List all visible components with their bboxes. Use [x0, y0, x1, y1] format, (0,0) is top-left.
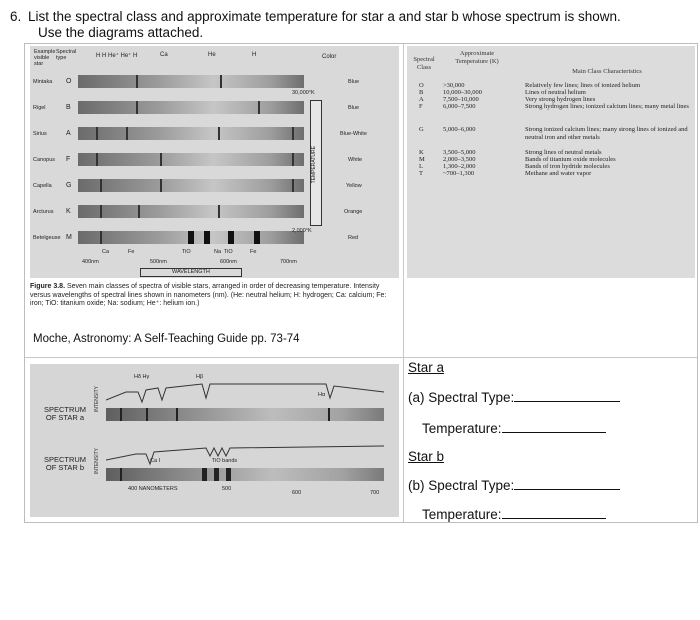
char-cell: Bands of titanium oxide molecules [525, 156, 616, 163]
temp-cell: ~700–1,300 [443, 170, 475, 177]
class-cell: T [419, 170, 423, 177]
star-b-temp-row [422, 506, 606, 522]
fig-spectrum-band [78, 127, 304, 140]
star-a-type-row [408, 389, 620, 405]
fig-label-tio-2: TiO [224, 249, 233, 255]
intensity-axis-a: INTENSITY [94, 386, 100, 413]
star-b-intensity-curve [106, 440, 384, 466]
frame-vertical-divider [403, 44, 404, 522]
star-b-spectrum-strip [106, 468, 384, 481]
temp-cell: 3,500–5,000 [443, 149, 476, 156]
fig-spectrum-band [78, 205, 304, 218]
fig-wl-700: 700nm [280, 259, 297, 265]
class-cell: L [419, 163, 423, 170]
temp-cell: 10,000–30,000 [443, 89, 482, 96]
table-header-char: Main Class Characteristics [572, 68, 642, 75]
star-b-temp-blank[interactable] [502, 506, 606, 519]
star-b-type-blank[interactable] [514, 477, 620, 490]
question-content-frame [24, 43, 698, 523]
star-a-type-label: (a) Spectral Type: [408, 390, 515, 405]
fig-star-type: K [66, 208, 71, 215]
class-cell: A [419, 96, 424, 103]
axis-600-label: 600 [292, 490, 302, 496]
class-cell: K [419, 149, 424, 156]
class-cell: B [419, 89, 424, 96]
fig-header-lines: H H He⁺ He⁺ H [96, 53, 138, 59]
frame-horizontal-divider [25, 357, 697, 358]
temp-cell: 2,000–3,500 [443, 156, 476, 163]
star-spectra-figure [30, 364, 399, 517]
fig-header-he: He [208, 52, 216, 58]
char-cell: Methane and water vapor [525, 170, 592, 177]
fig-star-type: O [66, 78, 72, 85]
star-a-temp-row [422, 420, 606, 436]
star-a-heading: Star a [408, 360, 445, 375]
star-b-ca-label: Ca I [150, 458, 161, 464]
axis-500-label: 500 [222, 486, 232, 492]
char-cell: Very strong hydrogen lines [525, 96, 596, 103]
spectrum-a-label: SPECTRUM OF STAR a [43, 405, 87, 422]
fig-wl-600: 600nm [220, 259, 237, 265]
fig-label-na: Na [214, 249, 222, 255]
temp-cell: 5,000–6,000 [443, 126, 476, 133]
fig-header-h: H [252, 52, 257, 58]
question-line-1: List the spectral class and approximate temperature for star a and star b whose spectrum is shown. [28, 9, 621, 24]
fig-temp-axis: TEMPERATURE [311, 146, 317, 184]
star-b-tio-label: TiO bands [212, 458, 238, 464]
fig-header-color: Color [322, 54, 337, 60]
figure-caption [30, 283, 394, 309]
caption-text: Seven main classes of spectra of visible stars, arranged in order of decreasing temperature. Intensity versus wavelengths of spectral lines shown in nanometers (nm). (He: neutral helium; H: hydrogen; Ca: calcium; Fe: iron; TiO: titanium oxide; Na: sodium; He⁺: helium ion.) [30, 283, 387, 307]
fig-header-spectral-type: Spectral type [56, 49, 77, 61]
char-cell: Lines of neutral helium [525, 89, 586, 96]
temp-cell: >30,000 [443, 82, 465, 89]
char-cell: Bands of iron hydride molecules [525, 163, 610, 170]
star-a-spectrum-strip [106, 408, 384, 421]
question-number: 6. [10, 9, 22, 24]
fig-star-type: F [66, 156, 71, 163]
star-a-temp-label: Temperature: [422, 421, 502, 436]
temp-cell: 7,500–10,000 [443, 96, 479, 103]
intensity-axis-b: INTENSITY [94, 448, 100, 475]
star-a-temp-blank[interactable] [502, 420, 606, 433]
fig-spectrum-band [78, 101, 304, 114]
star-a-intensity-curve [106, 378, 384, 406]
fig-wl-400: 400nm [82, 259, 99, 265]
class-cell: F [419, 103, 423, 110]
spectrum-b-label: SPECTRUM OF STAR b [43, 455, 87, 472]
axis-700-label: 700 [370, 490, 380, 496]
fig-label-fe-2: Fe [250, 249, 257, 255]
fig-star-type: M [66, 234, 72, 241]
fig-label-tio-1: TiO [182, 249, 191, 255]
fig-star-name: Sirius [33, 131, 47, 137]
char-cell: Strong hydrogen lines; ionized calcium lines; many metal lines [525, 103, 689, 110]
temp-cell: 1,300–2,000 [443, 163, 476, 170]
fig-star-name: Rigel [33, 105, 46, 111]
fig-spectrum-band [78, 231, 304, 244]
star-b-heading: Star b [408, 449, 445, 464]
star-a-lines-label: Hδ Hγ [134, 374, 150, 380]
fig-star-color: Red [348, 235, 359, 241]
fig-star-type: B [66, 104, 71, 111]
question-prompt [10, 9, 621, 41]
fig-star-color: White [348, 157, 363, 163]
class-cell: G [419, 126, 424, 133]
fig-star-name: Canopus [33, 157, 56, 163]
axis-400-label: 400 NANOMETERS [128, 486, 178, 492]
class-cell: M [419, 156, 425, 163]
fig-star-color: Yellow [346, 183, 362, 189]
star-a-hbeta-label: Hβ [196, 374, 204, 380]
fig-spectrum-band [78, 179, 304, 192]
fig-star-name: Mintaka [33, 79, 53, 85]
fig-star-name: Capella [33, 183, 52, 189]
class-cell: O [419, 82, 424, 89]
fig-spectrum-band [78, 75, 304, 88]
fig-header-ca: Ca [160, 52, 168, 58]
fig-star-color: Blue [348, 79, 360, 85]
question-line-2: Use the diagrams attached. [38, 25, 204, 40]
star-b-type-row [408, 477, 620, 493]
char-cell: Strong lines of neutral metals [525, 149, 602, 156]
star-a-halpha-label: Hα [318, 392, 326, 398]
table-header-temp: Approximate Temperature (K) [455, 50, 499, 65]
char-cell: Relatively few lines; lines of ionized helium [525, 82, 641, 89]
table-header-class: Spectral Class [413, 56, 435, 71]
fig-temp-bottom: 2,000°K [292, 228, 312, 234]
fig-star-name: Betelgeuse [33, 235, 61, 241]
spectral-classes-figure [30, 46, 399, 278]
char-cell: Strong ionized calcium lines; many strong lines of ionized and neutral iron and other metals [525, 126, 688, 141]
fig-temp-top: 30,000°K [292, 90, 315, 96]
star-b-type-label: (b) Spectral Type: [408, 478, 515, 493]
fig-star-name: Arcturus [33, 209, 54, 215]
fig-star-color: Blue [348, 105, 360, 111]
fig-label-fe: Fe [128, 249, 135, 255]
fig-wl-axis: WAVELENGTH [172, 269, 210, 275]
fig-wl-500: 500nm [150, 259, 167, 265]
star-b-temp-label: Temperature: [422, 507, 502, 522]
temp-cell: 6,000–7,500 [443, 103, 476, 110]
fig-header-example-star: Example visible star [34, 49, 56, 67]
star-a-type-blank[interactable] [514, 389, 620, 402]
fig-spectrum-band [78, 153, 304, 166]
fig-star-type: A [66, 130, 71, 137]
fig-star-color: Orange [344, 209, 363, 215]
reference-text: Moche, Astronomy: A Self-Teaching Guide pp. 73-74 [33, 333, 300, 345]
fig-star-type: G [66, 182, 72, 189]
fig-label-ca: Ca [102, 249, 110, 255]
caption-label: Figure 3.8. [30, 283, 66, 290]
spectral-class-table [407, 46, 695, 278]
fig-star-color: Blue-White [340, 131, 367, 137]
